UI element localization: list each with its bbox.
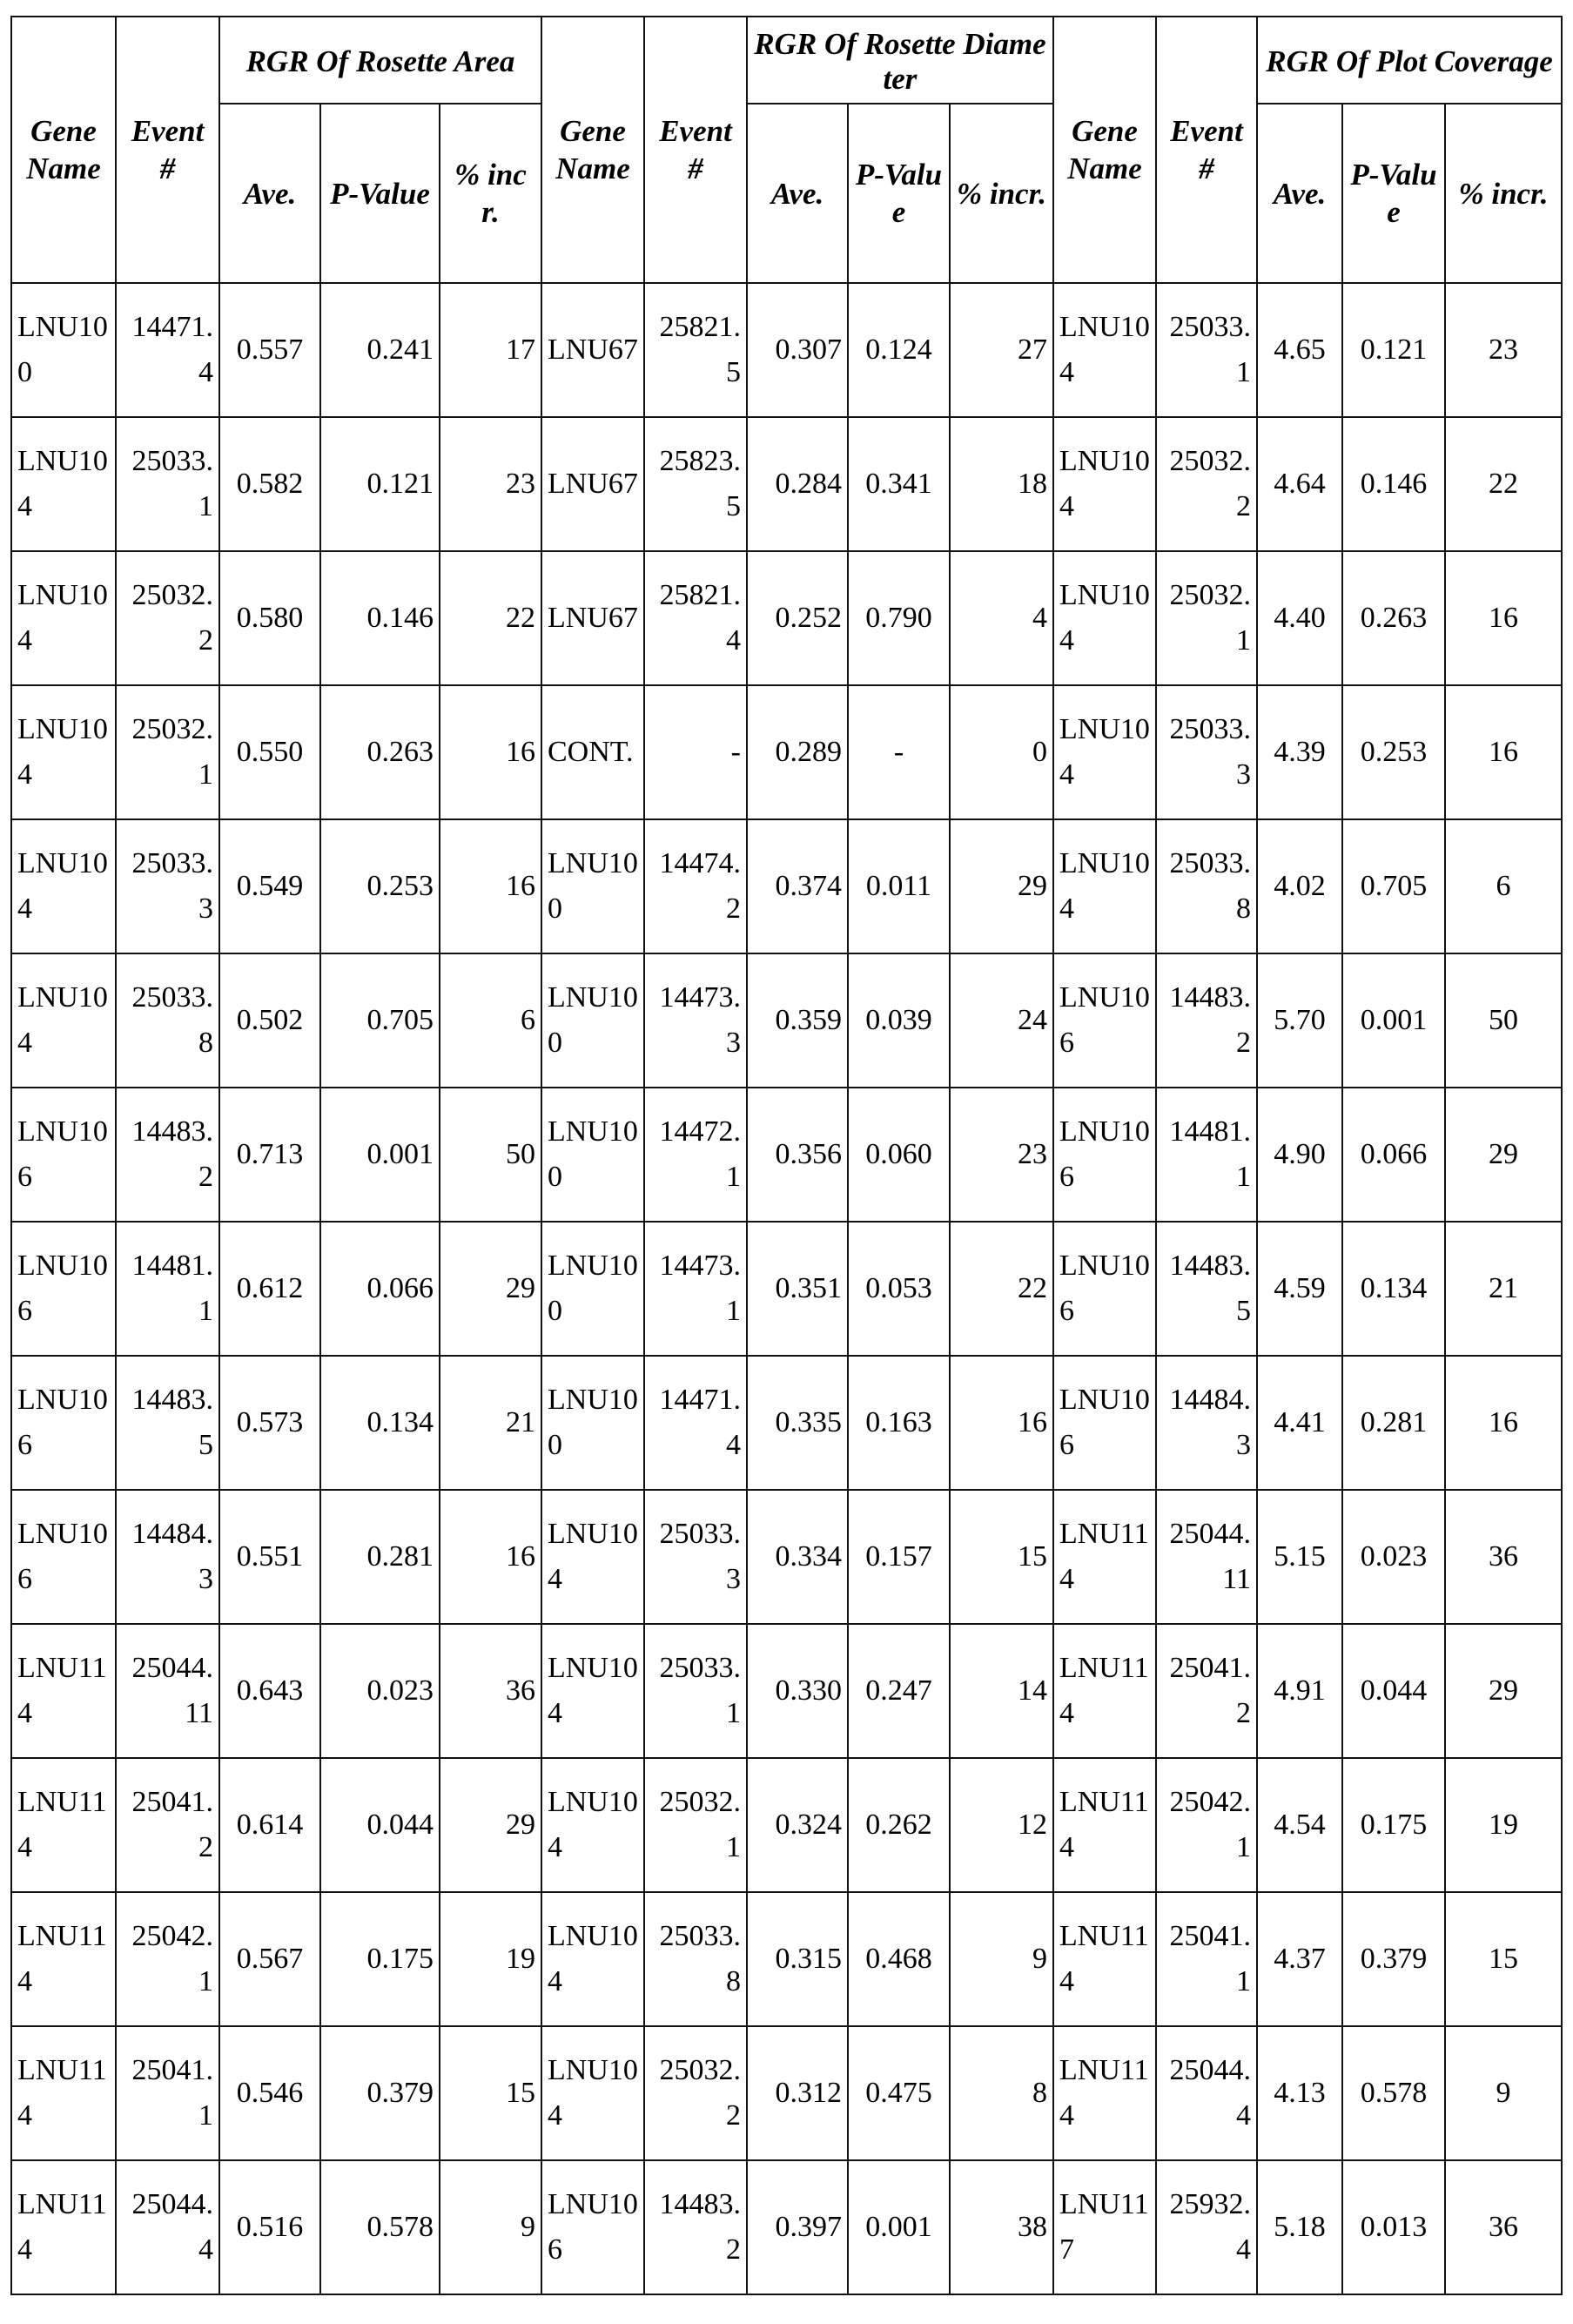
cell-d-gene: LNU100 bbox=[541, 1356, 644, 1490]
cell-c-ave: 4.59 bbox=[1257, 1222, 1342, 1356]
col-event-area: Event # bbox=[116, 17, 219, 283]
cell-c-ave: 5.70 bbox=[1257, 953, 1342, 1088]
cell-d-event: 25821.4 bbox=[644, 551, 747, 685]
cell-a-p: 0.253 bbox=[320, 819, 440, 953]
cell-d-event: 25033.1 bbox=[644, 1624, 747, 1758]
cell-a-gene: LNU114 bbox=[11, 1624, 116, 1758]
cell-d-p: 0.011 bbox=[848, 819, 950, 953]
cell-d-p: 0.163 bbox=[848, 1356, 950, 1490]
cell-a-p: 0.066 bbox=[320, 1222, 440, 1356]
cell-a-event: 14483.2 bbox=[116, 1088, 219, 1222]
cell-d-p: 0.124 bbox=[848, 283, 950, 417]
cell-d-gene: LNU100 bbox=[541, 953, 644, 1088]
cell-a-event: 14481.1 bbox=[116, 1222, 219, 1356]
cell-c-inc: 29 bbox=[1445, 1624, 1562, 1758]
cell-d-event: 25032.2 bbox=[644, 2026, 747, 2160]
table-row bbox=[11, 2026, 1562, 2160]
cell-d-gene: CONT. bbox=[541, 685, 644, 819]
cell-c-event: 25044.4 bbox=[1156, 2026, 1257, 2160]
cell-d-p: 0.468 bbox=[848, 1892, 950, 2026]
col-area-incr: % incr. bbox=[440, 104, 541, 283]
cell-d-gene: LNU104 bbox=[541, 1892, 644, 2026]
cell-d-ave: 0.312 bbox=[747, 2026, 848, 2160]
cell-c-event: 25033.8 bbox=[1156, 819, 1257, 953]
cell-c-ave: 4.64 bbox=[1257, 417, 1342, 551]
cell-a-inc: 22 bbox=[440, 551, 541, 685]
rgr-data-table bbox=[10, 16, 1563, 2295]
cell-a-p: 0.044 bbox=[320, 1758, 440, 1892]
table-row bbox=[11, 685, 1562, 819]
cell-c-gene: LNU106 bbox=[1053, 953, 1156, 1088]
cell-d-event: 25033.3 bbox=[644, 1490, 747, 1624]
table-row bbox=[11, 953, 1562, 1088]
cell-c-ave: 5.15 bbox=[1257, 1490, 1342, 1624]
cell-d-gene: LNU100 bbox=[541, 1222, 644, 1356]
cell-c-ave: 4.39 bbox=[1257, 685, 1342, 819]
table-row bbox=[11, 1088, 1562, 1222]
cell-c-event: 14483.2 bbox=[1156, 953, 1257, 1088]
cell-d-p: 0.790 bbox=[848, 551, 950, 685]
cell-c-event: 25032.2 bbox=[1156, 417, 1257, 551]
cell-d-p: - bbox=[848, 685, 950, 819]
cell-d-inc: 29 bbox=[950, 819, 1053, 953]
cell-c-event: 25033.3 bbox=[1156, 685, 1257, 819]
col-area-ave: Ave. bbox=[219, 104, 320, 283]
cell-c-event: 25033.1 bbox=[1156, 283, 1257, 417]
cell-a-ave: 0.614 bbox=[219, 1758, 320, 1892]
table-row bbox=[11, 1356, 1562, 1490]
cell-d-inc: 23 bbox=[950, 1088, 1053, 1222]
cell-a-gene: LNU104 bbox=[11, 819, 116, 953]
cell-d-gene: LNU67 bbox=[541, 283, 644, 417]
cell-a-event: 14471.4 bbox=[116, 283, 219, 417]
cell-a-inc: 6 bbox=[440, 953, 541, 1088]
cell-c-gene: LNU106 bbox=[1053, 1088, 1156, 1222]
cell-a-event: 14484.3 bbox=[116, 1490, 219, 1624]
cell-d-gene: LNU100 bbox=[541, 1088, 644, 1222]
cell-c-inc: 16 bbox=[1445, 685, 1562, 819]
cell-a-event: 25033.1 bbox=[116, 417, 219, 551]
cell-a-inc: 16 bbox=[440, 685, 541, 819]
table-header bbox=[11, 17, 1562, 283]
col-diameter-incr: % incr. bbox=[950, 104, 1053, 283]
cell-a-ave: 0.573 bbox=[219, 1356, 320, 1490]
cell-a-gene: LNU106 bbox=[11, 1222, 116, 1356]
cell-a-inc: 17 bbox=[440, 283, 541, 417]
cell-d-ave: 0.397 bbox=[747, 2160, 848, 2294]
cell-a-event: 25032.1 bbox=[116, 685, 219, 819]
cell-c-gene: LNU114 bbox=[1053, 1758, 1156, 1892]
col-event-diameter: Event # bbox=[644, 17, 747, 283]
cell-a-gene: LNU114 bbox=[11, 1758, 116, 1892]
cell-c-inc: 16 bbox=[1445, 1356, 1562, 1490]
cell-c-gene: LNU114 bbox=[1053, 1490, 1156, 1624]
cell-d-event: 25823.5 bbox=[644, 417, 747, 551]
cell-d-p: 0.262 bbox=[848, 1758, 950, 1892]
cell-d-ave: 0.356 bbox=[747, 1088, 848, 1222]
cell-a-event: 25032.2 bbox=[116, 551, 219, 685]
cell-a-gene: LNU104 bbox=[11, 551, 116, 685]
cell-a-p: 0.001 bbox=[320, 1088, 440, 1222]
cell-c-event: 25032.1 bbox=[1156, 551, 1257, 685]
cell-d-ave: 0.324 bbox=[747, 1758, 848, 1892]
cell-d-gene: LNU104 bbox=[541, 1624, 644, 1758]
cell-c-p: 0.121 bbox=[1342, 283, 1445, 417]
cell-d-ave: 0.334 bbox=[747, 1490, 848, 1624]
cell-d-inc: 18 bbox=[950, 417, 1053, 551]
table-row bbox=[11, 1892, 1562, 2026]
cell-c-inc: 36 bbox=[1445, 2160, 1562, 2294]
cell-a-gene: LNU106 bbox=[11, 1490, 116, 1624]
cell-c-p: 0.044 bbox=[1342, 1624, 1445, 1758]
group-rosette-area: RGR Of Rosette Area bbox=[219, 17, 541, 104]
table-row bbox=[11, 417, 1562, 551]
table-row bbox=[11, 1758, 1562, 1892]
cell-d-p: 0.053 bbox=[848, 1222, 950, 1356]
cell-d-event: 14473.3 bbox=[644, 953, 747, 1088]
cell-d-ave: 0.284 bbox=[747, 417, 848, 551]
cell-d-inc: 38 bbox=[950, 2160, 1053, 2294]
cell-a-inc: 23 bbox=[440, 417, 541, 551]
cell-c-inc: 36 bbox=[1445, 1490, 1562, 1624]
cell-c-gene: LNU104 bbox=[1053, 283, 1156, 417]
cell-a-inc: 16 bbox=[440, 819, 541, 953]
cell-d-ave: 0.351 bbox=[747, 1222, 848, 1356]
cell-a-event: 14483.5 bbox=[116, 1356, 219, 1490]
cell-c-p: 0.023 bbox=[1342, 1490, 1445, 1624]
cell-c-gene: LNU114 bbox=[1053, 1892, 1156, 2026]
cell-c-event: 14483.5 bbox=[1156, 1222, 1257, 1356]
cell-a-event: 25042.1 bbox=[116, 1892, 219, 2026]
cell-a-inc: 36 bbox=[440, 1624, 541, 1758]
cell-a-gene: LNU114 bbox=[11, 2026, 116, 2160]
cell-c-gene: LNU114 bbox=[1053, 2026, 1156, 2160]
cell-a-gene: LNU106 bbox=[11, 1356, 116, 1490]
cell-a-event: 25044.11 bbox=[116, 1624, 219, 1758]
col-coverage-pvalue: P-Value bbox=[1342, 104, 1445, 283]
cell-a-inc: 29 bbox=[440, 1222, 541, 1356]
cell-c-inc: 9 bbox=[1445, 2026, 1562, 2160]
cell-a-ave: 0.550 bbox=[219, 685, 320, 819]
table-row bbox=[11, 1222, 1562, 1356]
cell-d-ave: 0.359 bbox=[747, 953, 848, 1088]
cell-a-ave: 0.557 bbox=[219, 283, 320, 417]
col-area-pvalue: P-Value bbox=[320, 104, 440, 283]
cell-d-inc: 16 bbox=[950, 1356, 1053, 1490]
cell-d-inc: 24 bbox=[950, 953, 1053, 1088]
cell-d-p: 0.060 bbox=[848, 1088, 950, 1222]
table-row bbox=[11, 1624, 1562, 1758]
cell-a-ave: 0.549 bbox=[219, 819, 320, 953]
cell-a-p: 0.379 bbox=[320, 2026, 440, 2160]
cell-d-inc: 14 bbox=[950, 1624, 1053, 1758]
cell-c-event: 25041.1 bbox=[1156, 1892, 1257, 2026]
cell-c-inc: 15 bbox=[1445, 1892, 1562, 2026]
cell-c-p: 0.578 bbox=[1342, 2026, 1445, 2160]
cell-a-gene: LNU104 bbox=[11, 953, 116, 1088]
cell-d-inc: 22 bbox=[950, 1222, 1053, 1356]
col-diameter-ave: Ave. bbox=[747, 104, 848, 283]
table-row bbox=[11, 551, 1562, 685]
table-row bbox=[11, 819, 1562, 953]
cell-a-inc: 29 bbox=[440, 1758, 541, 1892]
cell-d-gene: LNU104 bbox=[541, 1490, 644, 1624]
cell-d-inc: 8 bbox=[950, 2026, 1053, 2160]
table-body bbox=[11, 283, 1562, 2294]
cell-c-inc: 22 bbox=[1445, 417, 1562, 551]
cell-c-inc: 23 bbox=[1445, 283, 1562, 417]
cell-c-inc: 50 bbox=[1445, 953, 1562, 1088]
cell-c-gene: LNU104 bbox=[1053, 417, 1156, 551]
cell-c-p: 0.281 bbox=[1342, 1356, 1445, 1490]
cell-a-p: 0.146 bbox=[320, 551, 440, 685]
cell-a-p: 0.134 bbox=[320, 1356, 440, 1490]
cell-a-p: 0.023 bbox=[320, 1624, 440, 1758]
cell-c-ave: 5.18 bbox=[1257, 2160, 1342, 2294]
cell-d-ave: 0.289 bbox=[747, 685, 848, 819]
cell-c-inc: 16 bbox=[1445, 551, 1562, 685]
cell-a-ave: 0.643 bbox=[219, 1624, 320, 1758]
table-row bbox=[11, 2160, 1562, 2294]
cell-a-inc: 9 bbox=[440, 2160, 541, 2294]
cell-c-event: 25041.2 bbox=[1156, 1624, 1257, 1758]
cell-c-ave: 4.40 bbox=[1257, 551, 1342, 685]
cell-c-event: 14484.3 bbox=[1156, 1356, 1257, 1490]
cell-d-ave: 0.374 bbox=[747, 819, 848, 953]
cell-d-inc: 12 bbox=[950, 1758, 1053, 1892]
cell-d-ave: 0.252 bbox=[747, 551, 848, 685]
cell-a-gene: LNU114 bbox=[11, 2160, 116, 2294]
col-diameter-pvalue: P-Value bbox=[848, 104, 950, 283]
cell-d-p: 0.001 bbox=[848, 2160, 950, 2294]
table-row bbox=[11, 283, 1562, 417]
cell-d-inc: 15 bbox=[950, 1490, 1053, 1624]
cell-d-event: 14483.2 bbox=[644, 2160, 747, 2294]
cell-c-gene: LNU106 bbox=[1053, 1222, 1156, 1356]
cell-a-p: 0.705 bbox=[320, 953, 440, 1088]
cell-a-event: 25033.8 bbox=[116, 953, 219, 1088]
cell-c-p: 0.253 bbox=[1342, 685, 1445, 819]
cell-c-ave: 4.65 bbox=[1257, 283, 1342, 417]
cell-d-event: 25033.8 bbox=[644, 1892, 747, 2026]
cell-a-ave: 0.582 bbox=[219, 417, 320, 551]
cell-d-ave: 0.335 bbox=[747, 1356, 848, 1490]
cell-d-event: 14471.4 bbox=[644, 1356, 747, 1490]
cell-a-ave: 0.546 bbox=[219, 2026, 320, 2160]
cell-c-event: 25042.1 bbox=[1156, 1758, 1257, 1892]
cell-c-ave: 4.54 bbox=[1257, 1758, 1342, 1892]
cell-a-ave: 0.580 bbox=[219, 551, 320, 685]
cell-c-gene: LNU114 bbox=[1053, 1624, 1156, 1758]
cell-a-p: 0.175 bbox=[320, 1892, 440, 2026]
cell-d-ave: 0.315 bbox=[747, 1892, 848, 2026]
cell-d-gene: LNU104 bbox=[541, 1758, 644, 1892]
cell-d-ave: 0.307 bbox=[747, 283, 848, 417]
cell-d-event: 25821.5 bbox=[644, 283, 747, 417]
cell-a-gene: LNU100 bbox=[11, 283, 116, 417]
cell-c-ave: 4.37 bbox=[1257, 1892, 1342, 2026]
cell-d-p: 0.247 bbox=[848, 1624, 950, 1758]
cell-c-gene: LNU117 bbox=[1053, 2160, 1156, 2294]
cell-a-gene: LNU114 bbox=[11, 1892, 116, 2026]
cell-a-ave: 0.551 bbox=[219, 1490, 320, 1624]
cell-a-event: 25041.2 bbox=[116, 1758, 219, 1892]
cell-d-event: 14474.2 bbox=[644, 819, 747, 953]
cell-c-ave: 4.90 bbox=[1257, 1088, 1342, 1222]
cell-a-inc: 19 bbox=[440, 1892, 541, 2026]
cell-c-ave: 4.41 bbox=[1257, 1356, 1342, 1490]
cell-c-inc: 21 bbox=[1445, 1222, 1562, 1356]
cell-a-inc: 16 bbox=[440, 1490, 541, 1624]
cell-c-p: 0.066 bbox=[1342, 1088, 1445, 1222]
col-gene-name-coverage: Gene Name bbox=[1053, 17, 1156, 283]
cell-d-inc: 9 bbox=[950, 1892, 1053, 2026]
group-plot-coverage: RGR Of Plot Coverage bbox=[1257, 17, 1562, 104]
cell-a-inc: 21 bbox=[440, 1356, 541, 1490]
group-rosette-diameter: RGR Of Rosette Diameter bbox=[747, 17, 1053, 104]
cell-c-inc: 29 bbox=[1445, 1088, 1562, 1222]
cell-d-inc: 4 bbox=[950, 551, 1053, 685]
cell-d-p: 0.475 bbox=[848, 2026, 950, 2160]
cell-d-inc: 0 bbox=[950, 685, 1053, 819]
cell-d-inc: 27 bbox=[950, 283, 1053, 417]
cell-d-gene: LNU67 bbox=[541, 417, 644, 551]
cell-c-event: 14481.1 bbox=[1156, 1088, 1257, 1222]
cell-a-inc: 50 bbox=[440, 1088, 541, 1222]
cell-d-p: 0.157 bbox=[848, 1490, 950, 1624]
cell-a-ave: 0.516 bbox=[219, 2160, 320, 2294]
cell-c-ave: 4.91 bbox=[1257, 1624, 1342, 1758]
cell-c-p: 0.379 bbox=[1342, 1892, 1445, 2026]
cell-a-gene: LNU104 bbox=[11, 417, 116, 551]
cell-c-gene: LNU104 bbox=[1053, 819, 1156, 953]
cell-a-event: 25033.3 bbox=[116, 819, 219, 953]
cell-c-gene: LNU106 bbox=[1053, 1356, 1156, 1490]
cell-d-event: - bbox=[644, 685, 747, 819]
cell-c-p: 0.705 bbox=[1342, 819, 1445, 953]
cell-d-gene: LNU67 bbox=[541, 551, 644, 685]
cell-a-p: 0.578 bbox=[320, 2160, 440, 2294]
cell-a-p: 0.281 bbox=[320, 1490, 440, 1624]
cell-c-inc: 6 bbox=[1445, 819, 1562, 953]
cell-a-event: 25044.4 bbox=[116, 2160, 219, 2294]
cell-c-event: 25044.11 bbox=[1156, 1490, 1257, 1624]
cell-c-ave: 4.13 bbox=[1257, 2026, 1342, 2160]
cell-d-gene: LNU104 bbox=[541, 2026, 644, 2160]
cell-c-p: 0.134 bbox=[1342, 1222, 1445, 1356]
cell-a-ave: 0.713 bbox=[219, 1088, 320, 1222]
cell-a-event: 25041.1 bbox=[116, 2026, 219, 2160]
cell-d-p: 0.341 bbox=[848, 417, 950, 551]
cell-d-event: 14472.1 bbox=[644, 1088, 747, 1222]
cell-d-event: 14473.1 bbox=[644, 1222, 747, 1356]
table-row bbox=[11, 1490, 1562, 1624]
cell-c-event: 25932.4 bbox=[1156, 2160, 1257, 2294]
cell-d-ave: 0.330 bbox=[747, 1624, 848, 1758]
cell-a-ave: 0.567 bbox=[219, 1892, 320, 2026]
cell-a-gene: LNU104 bbox=[11, 685, 116, 819]
col-gene-name-diameter: Gene Name bbox=[541, 17, 644, 283]
cell-a-ave: 0.502 bbox=[219, 953, 320, 1088]
cell-c-inc: 19 bbox=[1445, 1758, 1562, 1892]
cell-c-p: 0.013 bbox=[1342, 2160, 1445, 2294]
cell-a-p: 0.263 bbox=[320, 685, 440, 819]
cell-c-gene: LNU104 bbox=[1053, 551, 1156, 685]
col-coverage-ave: Ave. bbox=[1257, 104, 1342, 283]
cell-c-p: 0.001 bbox=[1342, 953, 1445, 1088]
cell-d-gene: LNU100 bbox=[541, 819, 644, 953]
cell-a-gene: LNU106 bbox=[11, 1088, 116, 1222]
cell-a-p: 0.241 bbox=[320, 283, 440, 417]
cell-a-inc: 15 bbox=[440, 2026, 541, 2160]
col-coverage-incr: % incr. bbox=[1445, 104, 1562, 283]
cell-d-gene: LNU106 bbox=[541, 2160, 644, 2294]
cell-a-p: 0.121 bbox=[320, 417, 440, 551]
cell-c-ave: 4.02 bbox=[1257, 819, 1342, 953]
cell-d-event: 25032.1 bbox=[644, 1758, 747, 1892]
cell-d-p: 0.039 bbox=[848, 953, 950, 1088]
cell-c-p: 0.175 bbox=[1342, 1758, 1445, 1892]
cell-c-gene: LNU104 bbox=[1053, 685, 1156, 819]
cell-c-p: 0.146 bbox=[1342, 417, 1445, 551]
col-gene-name-area: Gene Name bbox=[11, 17, 116, 283]
cell-c-p: 0.263 bbox=[1342, 551, 1445, 685]
cell-a-ave: 0.612 bbox=[219, 1222, 320, 1356]
col-event-coverage: Event # bbox=[1156, 17, 1257, 283]
